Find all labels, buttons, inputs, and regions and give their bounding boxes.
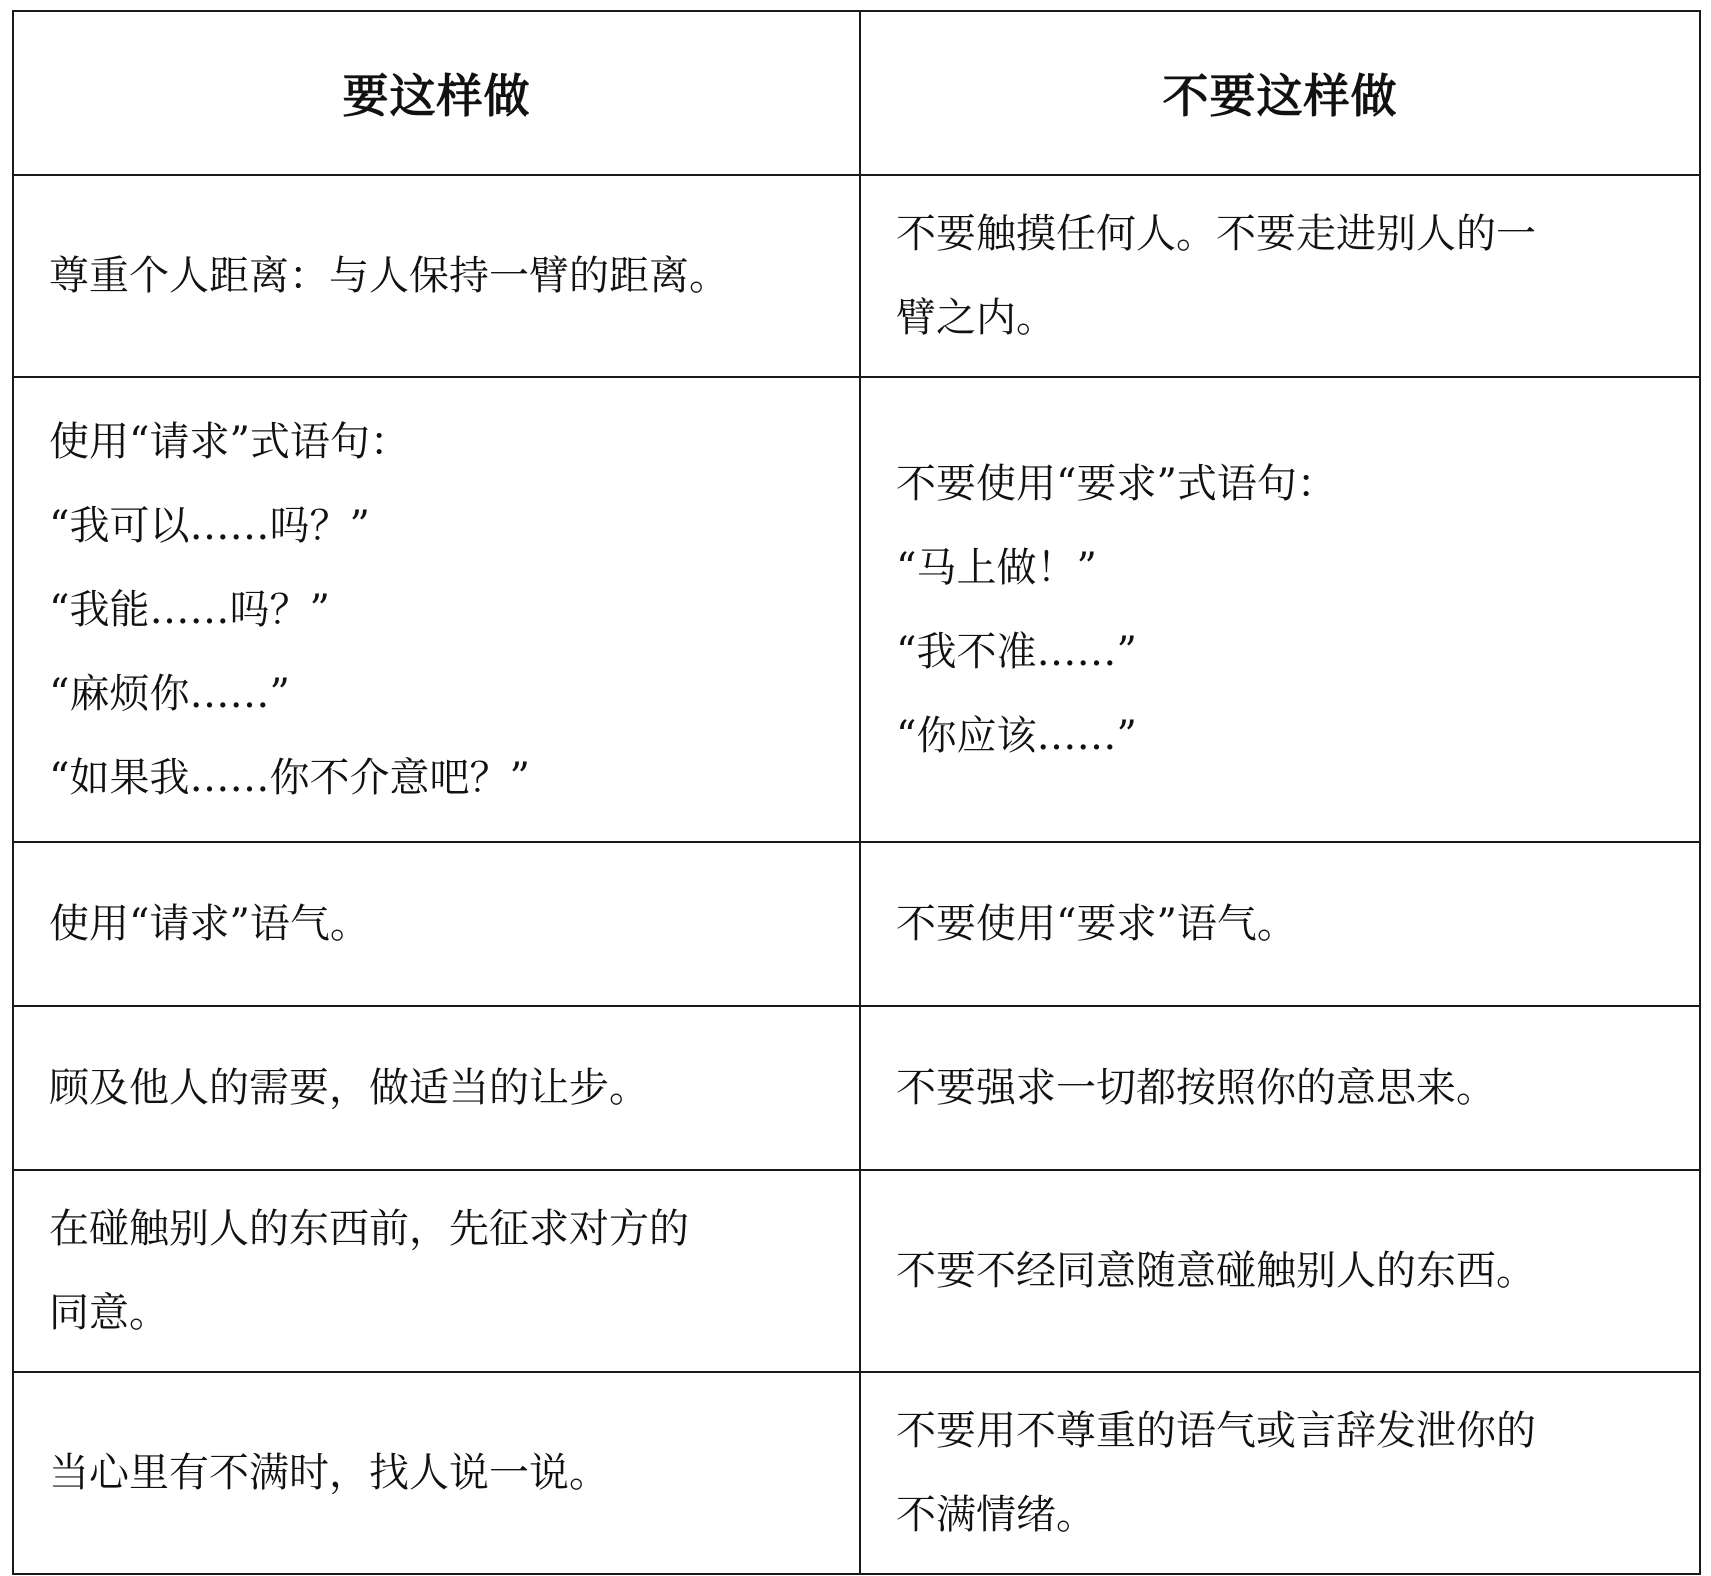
do-cell — [13, 175, 860, 377]
cell-line: 不要强求一切都按照你的意思来。 — [896, 1065, 1496, 1111]
dont-cell — [860, 842, 1700, 1006]
cell-line: 不要用不尊重的语气或言辞发泄你的 — [896, 1408, 1536, 1454]
do-cell — [13, 1006, 860, 1170]
header-row — [13, 11, 1700, 175]
cell-line: 不满情绪。 — [896, 1492, 1096, 1538]
cell-line: “如果我……你不介意吧？” — [49, 754, 530, 801]
cell-line: “我能……吗？” — [49, 586, 330, 633]
dont-cell — [860, 377, 1700, 842]
do-cell — [13, 1372, 860, 1574]
cell-line: 不要不经同意随意碰触别人的东西。 — [896, 1248, 1536, 1294]
document-page — [12, 10, 1699, 1575]
header-do: 要这样做 — [13, 11, 860, 175]
table-row — [13, 175, 1700, 377]
cell-line: “我可以……吗？” — [49, 502, 370, 549]
cell-line: 在碰触别人的东西前，先征求对方的 — [49, 1206, 689, 1252]
cell-line: “我不准……” — [896, 628, 1137, 675]
cell-line: 臂之内。 — [896, 295, 1056, 341]
do-cell — [13, 377, 860, 842]
dont-cell — [860, 1006, 1700, 1170]
cell-line: 顾及他人的需要，做适当的让步。 — [49, 1065, 649, 1111]
dos-and-donts-table — [12, 10, 1701, 1575]
table-row — [13, 1006, 1700, 1170]
do-cell — [13, 1170, 860, 1372]
cell-line: 同意。 — [49, 1290, 169, 1336]
cell-line: 当心里有不满时，找人说一说。 — [49, 1450, 609, 1496]
table-row — [13, 842, 1700, 1006]
dont-cell — [860, 1372, 1700, 1574]
cell-line: “麻烦你……” — [49, 670, 290, 717]
cell-line: 不要使用“要求”语气。 — [896, 901, 1297, 947]
header-dont: 不要这样做 — [860, 11, 1700, 175]
table-row — [13, 1170, 1700, 1372]
cell-line: 不要使用“要求”式语句： — [896, 460, 1337, 507]
cell-line: 使用“请求”语气。 — [49, 901, 370, 947]
dont-cell — [860, 175, 1700, 377]
cell-line: 尊重个人距离：与人保持一臂的距离。 — [49, 253, 729, 299]
cell-line: 不要触摸任何人。不要走进别人的一 — [896, 211, 1536, 257]
dont-cell — [860, 1170, 1700, 1372]
cell-line: “你应该……” — [896, 712, 1137, 759]
table-row — [13, 377, 1700, 842]
cell-line: “马上做！” — [896, 544, 1097, 591]
cell-line: 使用“请求”式语句： — [49, 418, 410, 465]
do-cell — [13, 842, 860, 1006]
table-row — [13, 1372, 1700, 1574]
